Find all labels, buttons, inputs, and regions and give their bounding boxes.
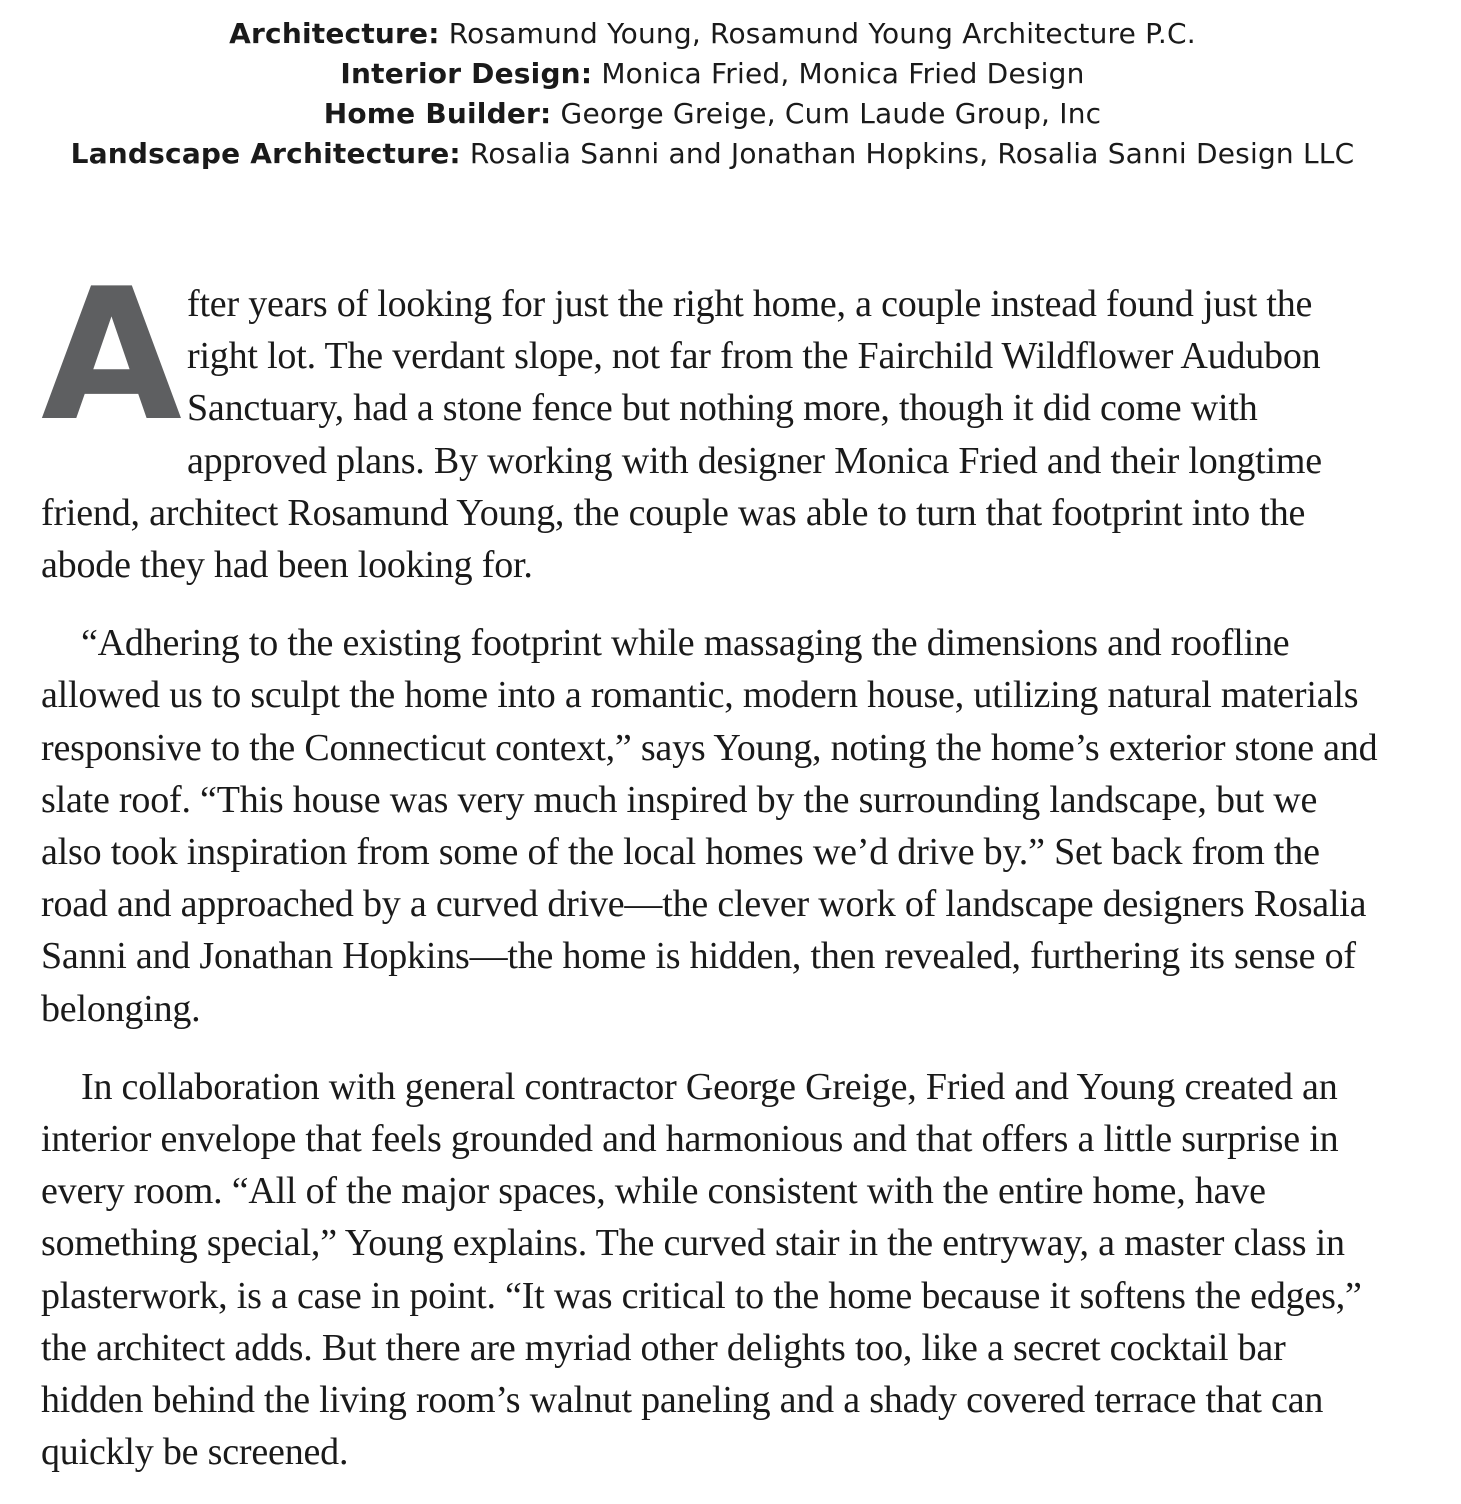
credit-name: George Greige, Cum Laude Group, Inc (560, 97, 1102, 130)
paragraph-text: In collaboration with general contractor George Greige, Fried and Young created an interior envelope that feels grounded and harmonious and that offers a little surprise in every room. “All of the major spaces, while consistent with the entire home, have something special,” Young explains. The curved stair in the entryway, a master class in plasterwork, is a case in point. “It was critical to the home because it softens the edges,” the architect adds. But there are myriad other delights too, like a secret cocktail bar hidden behind the living room’s walnut paneling and a shady covered terrace that can quickly be screened. (41, 1065, 1362, 1474)
credit-role: Architecture: (229, 17, 440, 50)
article-paragraph (41, 1061, 1386, 1479)
paragraph-text: “Adhering to the existing footprint while massaging the dimensions and roofline allowed us to sculpt the home into a romantic, modern house, utilizing natural materials responsive to the Connecticut context,” says Young, noting the home’s exterior stone and slate roof. “This house was very much inspired by the surrounding landscape, but we also took inspiration from some of the local homes we’d drive by.” Set back from the road and approached by a curved drive—the clever work of landscape designers Rosalia Sanni and Jonathan Hopkins—the home is hidden, then revealed, furthering its sense of belonging. (41, 622, 1378, 1030)
project-credits (40, 14, 1385, 174)
article-paragraph (41, 617, 1386, 1035)
credit-architecture (40, 14, 1385, 54)
credit-role: Landscape Architecture: (70, 137, 461, 170)
credit-interior-design (40, 54, 1385, 94)
credit-role: Interior Design: (340, 57, 593, 90)
drop-cap: A (41, 249, 178, 461)
credit-name: Rosamund Young, Rosamund Young Architecture P.C. (448, 17, 1196, 50)
credit-home-builder (40, 94, 1385, 134)
paragraph-text: fter years of looking for just the right home, a couple instead found just the right lot. The verdant slope, not far from the Fairchild Wildflower Audubon Sanctuary, had a stone fence but nothing more, though it did come with approved plans. By working with designer Monica Fried and their longtime friend, architect Rosamund Young, the couple was able to turn that footprint into the abode they had been looking for. (41, 283, 1322, 587)
article-paragraph (41, 249, 1386, 591)
credit-role: Home Builder: (323, 97, 552, 130)
credit-name: Monica Fried, Monica Fried Design (601, 57, 1085, 90)
article-body (41, 249, 1386, 1504)
credit-name: Rosalia Sanni and Jonathan Hopkins, Rosalia Sanni Design LLC (469, 137, 1355, 170)
credit-landscape-architecture (40, 134, 1385, 174)
